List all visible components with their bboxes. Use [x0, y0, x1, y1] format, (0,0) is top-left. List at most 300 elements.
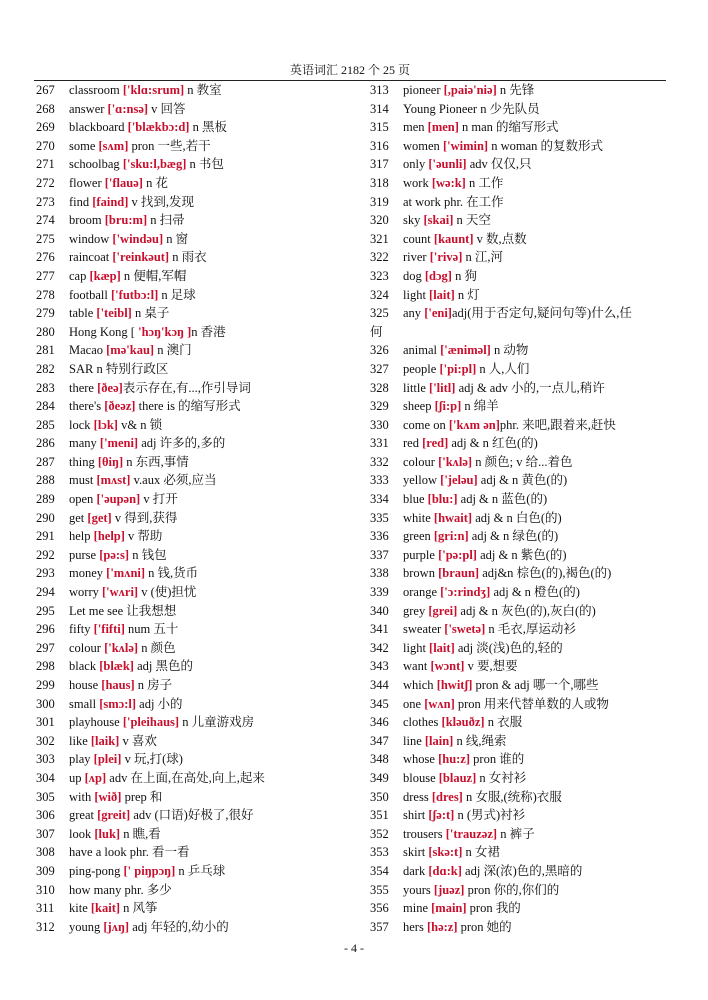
- entry-number: 345: [370, 696, 389, 711]
- entry-definition: pron 用来代替单数的人或物: [454, 696, 609, 711]
- entry-number: 352: [370, 826, 389, 841]
- entry-number: 319: [370, 194, 389, 209]
- entry-pronunciation: ['meni]: [99, 436, 139, 451]
- entry-pronunciation: ['fifti]: [93, 622, 125, 637]
- vocab-entry: [370, 788, 672, 807]
- entry-definition: n 江,河: [462, 250, 503, 265]
- entry-pronunciation: [' piŋpɔŋ]: [123, 863, 176, 878]
- vocab-entry: [36, 713, 336, 732]
- entry-text: [403, 527, 672, 546]
- entry-word: ping-pong: [69, 863, 124, 878]
- entry-definition: n 房子: [134, 678, 173, 692]
- entry-pronunciation: ['wʌri]: [101, 585, 139, 600]
- entry-word: kite: [69, 901, 91, 916]
- entry-text: [69, 286, 336, 305]
- vocab-entry: [370, 453, 672, 472]
- entry-number: 295: [36, 603, 55, 618]
- entry-word: black: [69, 659, 100, 674]
- entry-text: [69, 918, 336, 937]
- entry-number: 273: [36, 194, 55, 209]
- entry-text: [69, 100, 336, 119]
- entry-text: [403, 862, 672, 881]
- entry-pronunciation: [greit]: [97, 808, 131, 823]
- entry-pronunciation: [mʌst]: [96, 473, 131, 488]
- entry-definition: adv 仅仅,只: [466, 157, 532, 172]
- entry-pronunciation: [lait]: [429, 287, 455, 302]
- entry-pronunciation: [wɔnt]: [430, 659, 465, 674]
- entry-definition: adj & adv 小的,一点儿,稍许: [455, 380, 605, 395]
- entry-definition: adj & n 黄色(的): [477, 473, 568, 488]
- entry-word: like: [69, 733, 91, 748]
- entry-word: green: [403, 529, 434, 544]
- entry-text: [403, 230, 672, 249]
- entry-word: people: [403, 361, 440, 376]
- entry-number: 292: [36, 547, 55, 562]
- vocab-entry: [36, 862, 336, 881]
- entry-pronunciation: ['reinkəut]: [112, 250, 170, 265]
- entry-text: [403, 676, 672, 695]
- entry-definition: pron 我的: [466, 901, 521, 916]
- entry-word: women: [403, 138, 443, 153]
- entry-number: 321: [370, 231, 389, 246]
- entry-pronunciation: [gri:n]: [433, 529, 469, 544]
- entry-definition: adj 深(浓)色的,黑暗的: [461, 863, 583, 878]
- entry-word: come on: [403, 417, 449, 432]
- vocab-entry: [36, 695, 336, 714]
- vocab-entry: [36, 509, 336, 528]
- vocab-entry: [36, 211, 336, 230]
- vocab-entry: [36, 471, 336, 490]
- vocab-entry: [370, 416, 672, 435]
- entry-word: yellow: [403, 473, 441, 488]
- vocab-entry: [36, 286, 336, 305]
- entry-text: [69, 602, 336, 621]
- entry-text: [403, 453, 672, 472]
- entry-word: light: [403, 287, 430, 302]
- entry-number: 330: [370, 417, 389, 432]
- entry-number: 269: [36, 120, 55, 135]
- entry-text: [69, 769, 336, 788]
- entry-definition: v 喜欢: [119, 733, 157, 748]
- entry-number: 334: [370, 492, 389, 507]
- entry-word: sheep: [403, 399, 435, 414]
- vocab-entry: [370, 100, 672, 119]
- entry-text: [403, 750, 672, 769]
- entry-definition: n 瞧,看: [120, 826, 161, 841]
- entry-number: 312: [36, 919, 55, 934]
- entry-pronunciation: [θiŋ]: [97, 454, 124, 469]
- entry-pronunciation: [skə:t]: [428, 845, 463, 860]
- entry-pronunciation: [main]: [431, 901, 467, 916]
- entry-definition: pron 一些,若干: [128, 138, 211, 153]
- entry-pronunciation: [kləuðz]: [441, 715, 485, 730]
- entry-number: 356: [370, 901, 389, 916]
- entry-definition: n 灯: [454, 287, 480, 302]
- vocab-entry: [370, 286, 672, 305]
- entry-pronunciation: [laik]: [90, 733, 120, 748]
- entry-definition: n 教室: [184, 83, 222, 97]
- vocab-entry: [370, 769, 672, 788]
- vocab-entry: [370, 750, 672, 769]
- entry-number: 329: [370, 399, 389, 414]
- entry-pronunciation: [ðeəz]: [104, 399, 136, 414]
- vocab-entry: [36, 676, 336, 695]
- entry-text: [403, 81, 672, 100]
- page-number: - 4 -: [344, 941, 364, 955]
- entry-definition: n 花: [142, 175, 168, 190]
- entry-pronunciation: ['ɔ:rindʒ]: [440, 585, 491, 600]
- vocab-entry: [36, 639, 336, 658]
- entry-definition: adv (口语)好极了,很好: [130, 808, 254, 823]
- entry-word: window: [69, 231, 113, 246]
- entry-number: 276: [36, 250, 55, 265]
- entry-text: [403, 341, 672, 360]
- entry-word: must: [69, 473, 97, 488]
- left-column: [36, 81, 336, 936]
- entry-definition: n (男式)衬衫: [454, 808, 526, 823]
- vocab-entry: [370, 620, 672, 639]
- entry-text: [403, 434, 672, 453]
- vocab-entry: [370, 676, 672, 695]
- entry-word: have a look phr. 看一看: [69, 845, 190, 860]
- entry-pronunciation: ['futbɔ:l]: [111, 287, 159, 302]
- entry-number: 346: [370, 715, 389, 730]
- vocab-entry: [36, 843, 336, 862]
- vocab-entry: [36, 230, 336, 249]
- entry-number: 303: [36, 752, 55, 767]
- entry-text: [69, 639, 336, 658]
- entry-number: 267: [36, 83, 55, 97]
- entry-number: 349: [370, 770, 389, 785]
- vocab-entry: [370, 527, 672, 546]
- vocab-entry: [370, 193, 672, 212]
- entry-pronunciation: [grei]: [428, 603, 458, 618]
- entry-definition: adj & n 紫色(的): [476, 547, 567, 562]
- entry-number: 301: [36, 715, 55, 730]
- vocab-entry: [370, 211, 672, 230]
- entry-definition: n 人,人们: [476, 361, 530, 376]
- entry-definition: adj 淡(浅)色的,轻的: [454, 640, 563, 655]
- entry-number: 305: [36, 789, 55, 804]
- vocab-entry: [36, 267, 336, 286]
- entry-pronunciation: [blauz]: [438, 770, 477, 785]
- entry-pronunciation: ['əupən]: [96, 492, 141, 507]
- entry-number: 348: [370, 752, 389, 767]
- vocab-entry: [36, 100, 336, 119]
- entry-word: broom: [69, 213, 105, 228]
- entry-word: pioneer: [403, 83, 444, 97]
- vocab-entry: [370, 732, 672, 751]
- entry-pronunciation: [hwait]: [433, 510, 473, 525]
- entry-word: brown: [403, 566, 439, 581]
- entry-pronunciation: [hə:z]: [426, 919, 458, 934]
- entry-text: [69, 174, 336, 193]
- entry-pronunciation: ['trauzəz]: [445, 826, 498, 841]
- vocab-entry: [36, 546, 336, 565]
- entry-pronunciation: [dɑ:k]: [428, 863, 462, 878]
- entry-pronunciation: ['kʌlə]: [104, 640, 139, 655]
- entry-number: 294: [36, 585, 55, 600]
- entry-text: [403, 100, 672, 119]
- entry-definition: n 钱,货币: [145, 566, 199, 581]
- entry-definition: n 黑板: [189, 120, 227, 135]
- entry-number: 318: [370, 175, 389, 190]
- entry-pronunciation: [hu:z]: [438, 752, 471, 767]
- entry-word: orange: [403, 585, 441, 600]
- entry-number: 313: [370, 83, 389, 97]
- entry-definition: n 乒乓球: [175, 863, 226, 878]
- entry-text: [69, 509, 336, 528]
- entry-pronunciation: [wið]: [94, 789, 122, 804]
- vocab-entry: [36, 416, 336, 435]
- entry-word: fifty: [69, 622, 94, 637]
- entry-pronunciation: ['əunli]: [428, 157, 467, 172]
- entry-definition: v 打开: [140, 492, 178, 507]
- entry-pronunciation: [kaunt]: [433, 231, 474, 246]
- entry-number: 355: [370, 882, 389, 897]
- entry-word: river: [403, 250, 430, 265]
- page-header: 英语词汇 2182 个 25 页: [289, 63, 410, 77]
- entry-text: [69, 527, 336, 546]
- entry-text: [69, 341, 336, 360]
- entry-definition: n 女衬衫: [476, 770, 527, 785]
- entry-word: Macao: [69, 343, 107, 358]
- entry-text: [403, 769, 672, 788]
- entry-definition: v 帮助: [124, 529, 163, 544]
- entry-word: dog: [403, 268, 425, 283]
- entry-number: 275: [36, 231, 55, 246]
- entry-text: [403, 602, 672, 621]
- entry-definition: prep 和: [121, 789, 163, 804]
- entry-pronunciation: [red]: [422, 436, 449, 451]
- entry-text: [403, 174, 672, 193]
- entry-text: [403, 286, 672, 305]
- entry-text: [403, 825, 672, 844]
- entry-text: [69, 546, 336, 565]
- entry-word: light: [403, 640, 430, 655]
- entry-word: red: [403, 436, 423, 451]
- entry-definition: n 便帽,军帽: [120, 268, 187, 283]
- entry-definition: n man 的缩写形式: [458, 120, 559, 135]
- entry-text: [69, 564, 336, 583]
- entry-word: open: [69, 492, 97, 507]
- entry-number: 297: [36, 640, 55, 655]
- entry-number: 300: [36, 696, 55, 711]
- entry-definition: pron 她的: [457, 919, 512, 934]
- vocab-entry: [370, 174, 672, 193]
- entry-number: 290: [36, 510, 55, 525]
- entry-word: play: [69, 752, 94, 767]
- entry-word: cap: [69, 268, 90, 283]
- entry-word: count: [403, 231, 434, 246]
- entry-definition: n 风筝: [120, 901, 158, 916]
- entry-number: 296: [36, 622, 55, 637]
- entry-pronunciation: ['flauə]: [104, 175, 143, 190]
- entry-number: 342: [370, 640, 389, 655]
- entry-word: skirt: [403, 845, 429, 860]
- entry-definition: n 工作: [465, 175, 504, 190]
- entry-text: [403, 918, 672, 937]
- entry-text: [69, 899, 336, 918]
- entry-word: at work phr. 在工作: [403, 194, 504, 209]
- entry-definition: there is 的缩写形式: [135, 399, 241, 414]
- entry-number: 298: [36, 659, 55, 674]
- entry-pronunciation: [bru:m]: [104, 213, 148, 228]
- vocab-entry: [36, 304, 336, 323]
- entry-text: [69, 379, 336, 398]
- entry-text: [403, 118, 672, 137]
- entry-number: 293: [36, 566, 55, 581]
- entry-definition: v 数,点数: [473, 231, 527, 246]
- entry-text: [403, 732, 672, 751]
- entry-text: [403, 471, 672, 490]
- entry-text: [69, 490, 336, 509]
- entry-pronunciation: ['pleihaus]: [122, 715, 180, 730]
- entry-number: 327: [370, 361, 389, 376]
- entry-word: with: [69, 789, 95, 804]
- vocab-entry: [36, 137, 336, 156]
- entry-number: 279: [36, 306, 55, 321]
- entry-word: line: [403, 733, 425, 748]
- entry-definition: n 线,绳索: [453, 733, 507, 748]
- entry-text: [69, 323, 336, 342]
- entry-definition: n 香港: [191, 324, 226, 339]
- entry-definition: pron 谁的: [470, 752, 525, 767]
- entry-word: Young Pioneer n 少先队员: [403, 101, 540, 116]
- entry-pronunciation: [lait]: [429, 640, 455, 655]
- entry-definition: n 书包: [186, 157, 224, 172]
- entry-definition: adv 在上面,在高处,向上,起来: [106, 770, 265, 785]
- vocab-entry: [370, 155, 672, 174]
- vocab-entry: [370, 81, 672, 100]
- vocab-entry: [370, 379, 672, 398]
- entry-pronunciation: ['swetə]: [444, 622, 486, 637]
- entry-pronunciation: [men]: [427, 120, 459, 135]
- entry-definition: n 窗: [163, 231, 189, 246]
- entry-text: [69, 583, 336, 602]
- vocab-entry: [370, 471, 672, 490]
- entry-word: some: [69, 138, 99, 153]
- entry-word: raincoat: [69, 250, 113, 265]
- vocab-entry: [36, 806, 336, 825]
- entry-number: 280: [36, 324, 55, 339]
- entry-text: [69, 453, 336, 472]
- entry-number: 314: [370, 101, 389, 116]
- entry-text: [69, 750, 336, 769]
- entry-text: [69, 676, 336, 695]
- entry-number: 287: [36, 454, 55, 469]
- entry-pronunciation: ['ɑ:nsə]: [107, 101, 149, 116]
- entry-text: [403, 899, 672, 918]
- entry-number: 316: [370, 138, 389, 153]
- entry-word: money: [69, 566, 107, 581]
- entry-definition: adj 黑色的: [133, 659, 193, 674]
- entry-number: 288: [36, 473, 55, 488]
- entry-text: [403, 695, 672, 714]
- entry-number: 278: [36, 287, 55, 302]
- vocab-entry: [36, 453, 336, 472]
- entry-number: 284: [36, 399, 55, 414]
- entry-pronunciation: [hwitʃ]: [436, 678, 473, 692]
- entry-word: lock: [69, 417, 94, 432]
- vocab-entry: [370, 881, 672, 900]
- vocab-entry: [36, 602, 336, 621]
- vocab-entry: [370, 118, 672, 137]
- vocab-entry: [36, 360, 336, 379]
- entry-text: [69, 81, 336, 100]
- entry-definition: v& n 锁: [117, 417, 163, 432]
- entry-definition: v 回答: [148, 101, 186, 116]
- entry-number: 268: [36, 101, 55, 116]
- entry-text: [69, 788, 336, 807]
- entry-number: 325: [370, 306, 389, 321]
- vocab-entry: [36, 490, 336, 509]
- vocab-entry: [36, 81, 336, 100]
- entry-text: [69, 862, 336, 881]
- entry-pronunciation: [haus]: [101, 678, 135, 692]
- vocab-entry: [36, 527, 336, 546]
- vocab-entry: [370, 899, 672, 918]
- vocab-entry: [370, 397, 672, 416]
- vocab-entry: [36, 397, 336, 416]
- entry-number: 289: [36, 492, 55, 507]
- entry-pronunciation: ['mʌni]: [106, 566, 146, 581]
- vocab-entry: [36, 193, 336, 212]
- entry-definition: v 找到,发现: [128, 194, 195, 209]
- vocab-entry: [370, 862, 672, 881]
- entry-text: [403, 657, 672, 676]
- entry-text: [69, 657, 336, 676]
- entry-text: [69, 713, 336, 732]
- entry-definition: n 狗: [451, 268, 477, 283]
- entry-text: [69, 471, 336, 490]
- entry-text: [403, 155, 672, 174]
- entry-definition: n 东西,事情: [123, 454, 189, 469]
- vocab-entry: [36, 825, 336, 844]
- entry-word: blouse: [403, 770, 439, 785]
- entry-number: 350: [370, 789, 389, 804]
- entry-text: [69, 416, 336, 435]
- entry-definition: n 桌子: [131, 306, 170, 321]
- entry-definition: adj & n 红色(的): [448, 436, 538, 451]
- entry-number: 286: [36, 436, 55, 451]
- vocab-entry: [370, 713, 672, 732]
- entry-definition: n 颜色; v 给...着色: [472, 454, 573, 469]
- entry-definition: adj & n 蓝色(的): [457, 492, 548, 507]
- entry-pronunciation: [kait]: [90, 901, 121, 916]
- entry-word: how many phr. 多少: [69, 882, 172, 897]
- entry-number: 307: [36, 826, 55, 841]
- entry-word: table: [69, 306, 97, 321]
- entry-word: Hong Kong [: [69, 324, 139, 339]
- right-column: [370, 81, 672, 936]
- entry-definition: adj(用于否定句,疑问句等)什么,任: [451, 306, 632, 321]
- entry-pronunciation: [wə:k]: [431, 175, 466, 190]
- entry-definition: n 足球: [158, 287, 196, 302]
- vocab-entry: [370, 137, 672, 156]
- entry-word: colour: [69, 640, 105, 655]
- entry-definition: v (使)担忧: [138, 585, 197, 600]
- entry-number: 285: [36, 417, 55, 432]
- entry-text: [403, 267, 672, 286]
- entry-pronunciation: ['pə:pl]: [438, 547, 477, 562]
- entry-definition: n 绵羊: [461, 399, 499, 414]
- vocab-entry: [370, 657, 672, 676]
- entry-word: white: [403, 510, 434, 525]
- entry-pronunciation: ['klɑ:srum]: [122, 83, 185, 97]
- entry-text: [69, 434, 336, 453]
- entry-pronunciation: [juəz]: [433, 882, 465, 897]
